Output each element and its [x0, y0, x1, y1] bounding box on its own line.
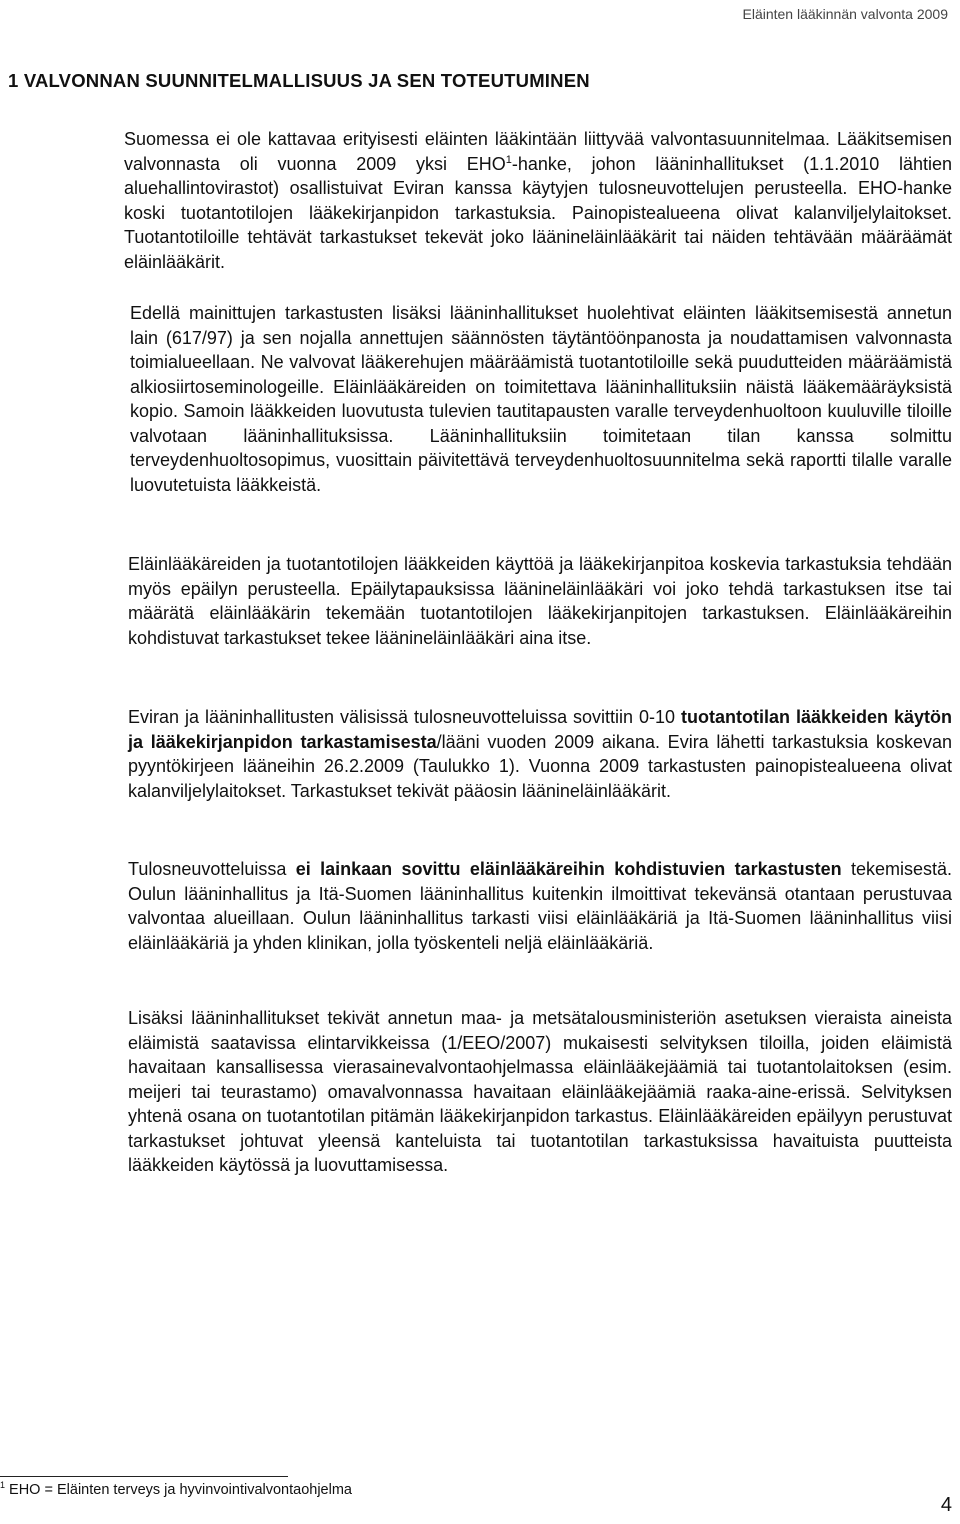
running-header: Eläinten lääkinnän valvonta 2009 [742, 6, 948, 22]
footnote-marker: 1 [0, 1480, 6, 1491]
paragraph-1 [124, 127, 952, 274]
page-number: 4 [940, 1494, 952, 1516]
footnote-divider [0, 1476, 288, 1477]
paragraph-4-text-a: Eviran ja lääninhallitusten välisissä tulosneuvotteluissa sovittiin 0-10 [128, 707, 682, 727]
paragraph-2: Edellä mainittujen tarkastusten lisäksi lääninhallitukset huolehtivat eläinten lääkitsemisestä annetun lain (617/97) ja sen nojalla annettujen säännösten täytäntöönpanosta ja noudattamisen valvonnasta toimialueellaan. Ne valvovat lääkerehujen määräämistä tuotantotiloille sekä puudutteiden määräämistä alkiosiirtoseminologeille. Eläinlääkäreiden on toimitettava lääninhallituksiin näistä lääkemääräyksistä kopio. Samoin lääkkeiden luovutusta tulevien tautitapausten varalle terveydenhuoltoon kuuluville tiloille valvotaan lääninhallituksissa. Lääninhallituksiin toimitetaan tilan kanssa solmittu terveydenhuoltosopimus, vuosittain päivitettävä terveydenhuoltosuunnitelma sekä raportti tilalle varalle luovutetuista lääkkeistä. [130, 303, 952, 495]
paragraph-5-text-b: tekemisestä. Oulun lääninhallitus ja Itä-Suomen lääninhallitus kuitenkin ilmoittivat tekevänsä otantaan perustuvaa valvontaa alueillaan. Oulun lääninhallitus tarkasti viisi eläinlääkäriä ja Itä-Suomen lääninhallitus viisi eläinlääkäriä ja yhden klinikan, jolla työskenteli neljä eläinlääkäriä. [128, 859, 952, 953]
paragraph-5-text-a: Tulosneuvotteluissa [128, 859, 296, 879]
footnote-ref: 1 [505, 153, 512, 166]
section-title: 1 VALVONNAN SUUNNITELMALLISUUS JA SEN TOTEUTUMINEN [8, 70, 590, 91]
paragraph-1-text-a: Suomessa ei ole kattavaa erityisesti eläinten lääkintään liittyvää valvontasuunnitelmaa. Lääkitsemisen valvonnasta oli vuonna 2009 yksi EHO [124, 129, 952, 174]
paragraph-5-bold: ei lainkaan sovittu eläinlääkäreihin kohdistuvien tarkastusten [295, 859, 842, 879]
paragraph-4-bold: tuotantotilan lääkkeiden käytön ja lääkekirjanpidon tarkastamisesta [128, 707, 952, 752]
paragraph-1-text-b: -hanke, johon lääninhallitukset (1.1.2010 lähtien aluehallintovirastot) osallistuivat Eviran kanssa käytyjen tulosneuvottelujen perusteella. EHO-hanke koski tuotantotilojen lääkekirjanpidon tarkastuksia. Painopistealueena olivat kalanviljelylaitokset. Tuotantotiloille tehtävät tarkastukset tekevät joko läänineläinlääkärit tai näiden tehtävään määräämät eläinlääkärit. [124, 153, 952, 272]
paragraph-5 [128, 857, 952, 955]
paragraph-3: Eläinlääkäreiden ja tuotantotilojen lääkkeiden käyttöä ja lääkekirjanpitoa koskevia tarkastuksia tehdään myös epäilyn perusteella. Epäilytapauksissa läänineläinlääkäri voi joko tehdä tarkastuksen itse tai määrätä eläinlääkärin tekemään tuotantotilojen lääkekirjanpitojen tarkastuksen. Eläinlääkäreihin kohdistuvat tarkastukset tekee läänineläinlääkäri aina itse. [128, 554, 952, 648]
paragraph-4 [128, 705, 952, 803]
footnote-text: EHO = Eläinten terveys ja hyvinvointivalvontaohjelma [5, 1482, 352, 1498]
footnote [0, 1482, 352, 1498]
paragraph-6: Lisäksi lääninhallitukset tekivät annetun maa- ja metsätalousministeriön asetuksen vieraista aineista eläimistä saatavissa elintarvikkeissa (1/EEO/2007) mukaisesti selvityksen tiloilla, joiden eläimistä havaitaan kansallisessa vierasainevalvontaohjelmassa eläinlääkejäämiä tai tuotantolaitoksen (esim. meijeri tai teurastamo) omavalvonnassa havaitaan eläinlääkejäämiä raaka-aine-erissä. Selvityksen yhtenä osana on tuotantotilan pitämän lääkekirjanpidon tarkastus. Eläinlääkäreiden epäilyyn perustuvat tarkastukset johtuvat yleensä kanteluista tai tuotantotilan tarkastuksissa havaituista puutteista lääkkeiden käytössä ja luovuttamisessa. [128, 1008, 952, 1175]
paragraph-4-text-b: /lääni vuoden 2009 aikana. Evira lähetti tarkastuksia koskevan pyyntökirjeen lääneihin 26.2.2009 (Taulukko 1). Vuonna 2009 tarkastusten painopistealueena olivat kalanviljelylaitokset. Tarkastukset tekivät pääosin läänineläinlääkärit. [128, 731, 952, 801]
